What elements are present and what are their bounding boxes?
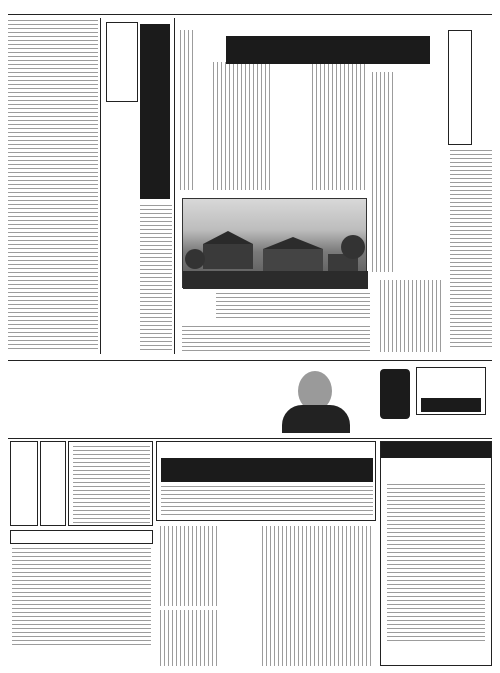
news-photo bbox=[182, 198, 367, 288]
left-story-kicker bbox=[106, 22, 138, 102]
ad-hawking-body bbox=[161, 486, 373, 518]
top-banner-headline bbox=[226, 36, 430, 64]
ad-newland bbox=[380, 441, 492, 666]
right-column-text bbox=[450, 150, 492, 350]
ad-section-rule bbox=[8, 360, 492, 361]
mid-rule bbox=[8, 438, 492, 439]
right-story-body-2 bbox=[380, 280, 444, 352]
ad-hawking bbox=[156, 441, 376, 521]
center-story-subhead bbox=[274, 120, 286, 200]
left-story-headline bbox=[140, 24, 170, 199]
ad-horeban-box bbox=[416, 367, 486, 415]
small-ad-3 bbox=[10, 530, 153, 544]
ad-horeban bbox=[8, 363, 492, 435]
right-story-body bbox=[372, 72, 394, 272]
small-ad-block bbox=[68, 441, 153, 526]
small-ad-4 bbox=[12, 652, 151, 664]
ad-newland-body bbox=[387, 484, 485, 644]
left-story-subhead-1 bbox=[124, 112, 139, 322]
ad-horeban-product-label bbox=[421, 398, 481, 412]
right-story-headline bbox=[418, 72, 438, 222]
photo-buildings bbox=[183, 199, 368, 289]
left-story-body bbox=[140, 205, 172, 350]
right-story-subhead bbox=[398, 120, 414, 265]
center-story-body bbox=[213, 62, 273, 190]
center-story-kicker bbox=[197, 30, 211, 180]
small-ad-3-body bbox=[12, 548, 151, 648]
left-column-rule bbox=[100, 18, 101, 354]
ad-horeban-portrait bbox=[276, 365, 356, 433]
photo-caption bbox=[182, 292, 372, 322]
center-story-body-right bbox=[312, 62, 367, 190]
left-story-subhead-2 bbox=[107, 112, 122, 322]
photo-caption-text bbox=[216, 293, 370, 321]
left-story-rule bbox=[174, 18, 175, 354]
notice-block-3 bbox=[160, 610, 220, 666]
notice-block-2 bbox=[262, 526, 372, 666]
small-ad-2 bbox=[40, 441, 66, 526]
notice-company bbox=[224, 560, 240, 650]
left-body-text bbox=[8, 20, 98, 350]
ad-hawking-title bbox=[161, 458, 373, 482]
center-story-body-left bbox=[180, 30, 194, 190]
small-ad-1 bbox=[10, 441, 38, 526]
ad-newland-title bbox=[381, 442, 491, 458]
notice-company-2 bbox=[244, 560, 258, 650]
ad-horeban-bottle bbox=[380, 369, 410, 419]
notice-block-1 bbox=[160, 526, 220, 606]
masthead bbox=[8, 3, 492, 15]
center-bottom-text bbox=[182, 326, 370, 352]
right-section-label bbox=[448, 30, 472, 145]
center-story-headline bbox=[287, 62, 309, 192]
